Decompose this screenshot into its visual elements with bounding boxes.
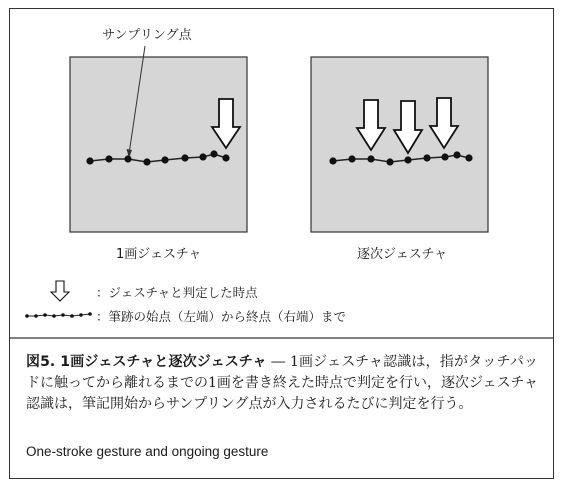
sample-point (105, 155, 112, 162)
sample-point (86, 157, 93, 164)
figure-caption (26, 352, 538, 415)
sample-point (441, 153, 448, 160)
sample-point (161, 156, 168, 163)
sample-point (348, 155, 355, 162)
sample-point (222, 154, 229, 161)
sample-point (453, 151, 460, 158)
ongoing-panel (311, 57, 488, 232)
legend-arrow-text: ：ジェスチャと判定した時点 (96, 285, 258, 300)
sample-point (124, 155, 131, 162)
caption-body: 1画ジェスチャ認識は，指がタッチパッドに触ってから離れるまでの1画を書き終えた時点で判定を行い，逐次ジェスチャ認識は，筆記開始からサンプリング点が入力されるたびに判定を行う。 (26, 354, 538, 412)
sample-point (181, 154, 188, 161)
english-caption: One-stroke gesture and ongoing gesture (26, 444, 269, 459)
sample-point (367, 155, 374, 162)
sample-point (465, 154, 472, 161)
sample-point (329, 157, 336, 164)
caption-head: 図5. 1画ジェスチャと逐次ジェスチャ (26, 354, 267, 370)
one-stroke-panel (70, 57, 247, 232)
caption-dash: ― (266, 354, 290, 370)
sample-point (199, 153, 206, 160)
legend-arrow-icon (51, 281, 69, 301)
panel-right-label: 逐次ジェスチャ (357, 247, 448, 262)
sample-point (404, 156, 411, 163)
legend-dots-text: ：筆跡の始点（左端）から終点（右端）まで (96, 309, 347, 324)
callout-label: サンプリング点 (102, 28, 192, 43)
sample-point (210, 150, 217, 157)
panel-left-label: 1画ジェスチャ (116, 247, 202, 262)
sample-point (423, 154, 430, 161)
sample-point (143, 158, 150, 165)
sample-point (386, 158, 393, 165)
